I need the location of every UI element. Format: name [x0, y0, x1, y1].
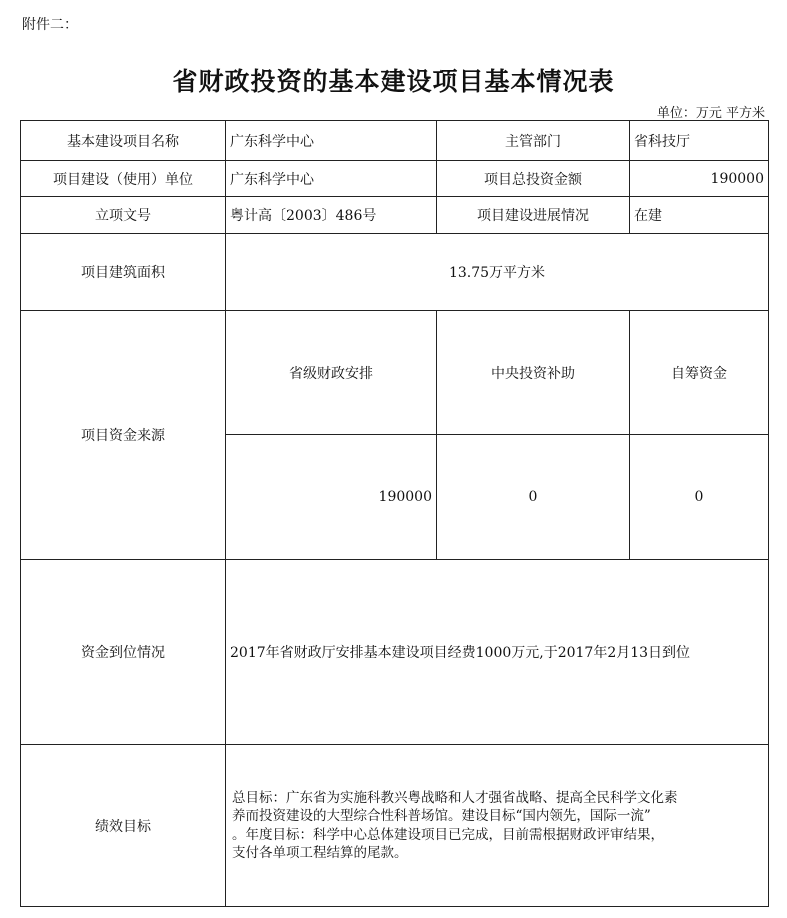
total-investment-value: 190000 [630, 161, 769, 197]
table-row [21, 121, 769, 161]
table-row [21, 197, 769, 234]
central-subsidy-header: 中央投资补助 [437, 311, 630, 435]
building-area-value: 13.75万平方米 [226, 234, 769, 311]
funding-source-label: 项目资金来源 [21, 311, 226, 560]
self-raised-value: 0 [630, 435, 769, 560]
department-value: 省科技厅 [630, 121, 769, 161]
table-row [21, 311, 769, 435]
fund-arrival-value: 2017年省财政厅安排基本建设项目经费1000万元,于2017年2月13日到位 [226, 560, 769, 745]
approval-number-value: 粤计高〔2003〕486号 [226, 197, 437, 234]
building-area-label: 项目建筑面积 [21, 234, 226, 311]
table-row [21, 234, 769, 311]
project-info-table [20, 120, 769, 907]
attachment-label: 附件二： [22, 17, 78, 33]
goal-line: 养而投资建设的大型综合性科普场馆。建设目标“国内领先，国际一流” [232, 808, 651, 825]
self-raised-header: 自筹资金 [630, 311, 769, 435]
table-row [21, 560, 769, 745]
provincial-funding-value: 190000 [226, 435, 437, 560]
performance-goal-label: 绩效目标 [21, 745, 226, 907]
goal-line: 。年度目标：科学中心总体建设项目已完成，目前需根据财政评审结果， [232, 826, 664, 843]
progress-label: 项目建设进展情况 [437, 197, 630, 234]
performance-goal-value [226, 745, 769, 907]
goal-line: 总目标：广东省为实施科教兴粤战略和人才强省战略、提高全民科学文化素 [232, 790, 678, 807]
central-subsidy-value: 0 [437, 435, 630, 560]
approval-number-label: 立项文号 [21, 197, 226, 234]
total-investment-label: 项目总投资金额 [437, 161, 630, 197]
goal-line: 支付各单项工程结算的尾款。 [232, 844, 408, 861]
construction-unit-value: 广东科学中心 [226, 161, 437, 197]
department-label: 主管部门 [437, 121, 630, 161]
table-row [21, 161, 769, 197]
project-name-label: 基本建设项目名称 [21, 121, 226, 161]
fund-arrival-label: 资金到位情况 [21, 560, 226, 745]
construction-unit-label: 项目建设（使用）单位 [21, 161, 226, 197]
provincial-funding-header: 省级财政安排 [226, 311, 437, 435]
unit-note: 单位：万元 平方米 [656, 106, 765, 121]
project-name-value: 广东科学中心 [226, 121, 437, 161]
page-title: 省财政投资的基本建设项目基本情况表 [172, 67, 615, 96]
table-row [21, 745, 769, 907]
progress-value: 在建 [630, 197, 769, 234]
